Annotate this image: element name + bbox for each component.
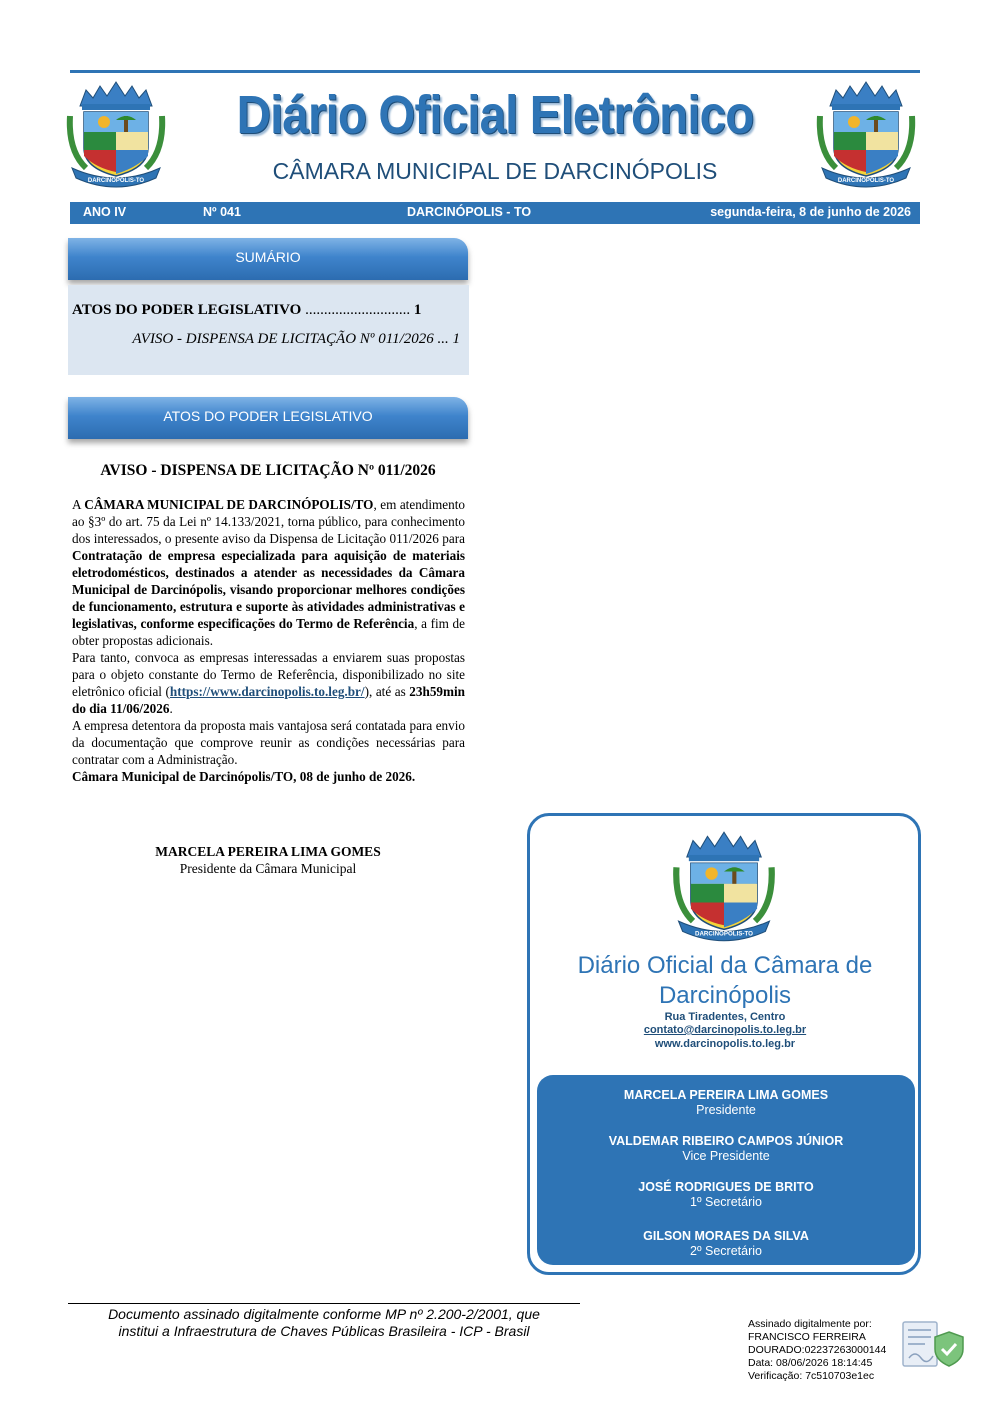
website-link[interactable]: https://www.darcinopolis.to.leg.br/ [169, 684, 365, 699]
issue-number: Nº 041 [203, 205, 241, 219]
article-paragraph-1: A CÂMARA MUNICIPAL DE DARCINÓPOLIS/TO, em atendimento ao §3º do art. 75 da Lei nº 14.133/2021, torna público, para conhecimento dos interessados, o presente aviso da Dispensa de Licitação 011/2026 para Contratação de empresa especializada para aquisição de materiais eletrodomésticos, destinados a atender as necessidades da Câmara Municipal de Darcinópolis, visando proporcionar melhores condições de funcionamento, estrutura e suporte às atividades administrativas e legislativas, conforme especificações do Termo de Referência, a fim de obter propostas adicionais. [72, 497, 466, 648]
issue-info-bar [70, 202, 920, 224]
article-closing: Câmara Municipal de Darcinópolis/TO, 08 de junho de 2026. [72, 769, 416, 784]
footer-legal-notice: Documento assinado digitalmente conforme MP nº 2.200-2/2001, que institui a Infraestrutura de Chaves Públicas Brasileira - ICP - Brasil [108, 1306, 540, 1339]
issue-year: ANO IV [83, 205, 127, 219]
summary-item-aviso[interactable]: AVISO - DISPENSA DE LICITAÇÃO Nº 011/2026 ... 1 [132, 331, 460, 347]
summary-item-atos[interactable]: ATOS DO PODER LEGISLATIVO ............................ 1 [72, 302, 422, 318]
digital-signature-block: Assinado digitalmente por: FRANCISCO FERREIRA DOURADO:02237263000144 Data: 08/06/2026 18:14:45 Verificação: 7c510703e1ec [748, 1318, 887, 1382]
summary-heading: SUMÁRIO [68, 238, 468, 280]
issue-date: segunda-feira, 8 de junho de 2026 [710, 205, 911, 219]
member-name: GILSON MORAES DA SILVA [643, 1229, 809, 1243]
card-title: Diário Oficial da Câmara de Darcinópolis [577, 952, 873, 1009]
municipal-crest-card-icon [672, 826, 776, 948]
card-email-link[interactable]: contato@darcinopolis.to.leg.br [643, 1024, 807, 1036]
article-paragraph-3: A empresa detentora da proposta mais vantajosa será contatada para envio da documentação que comprove reunir as condições necessárias para contratar com a Administração. [72, 718, 465, 767]
member-name: MARCELA PEREIRA LIMA GOMES [623, 1088, 829, 1102]
header-top-rule [70, 70, 920, 73]
footer-rule [68, 1303, 580, 1304]
card-website[interactable]: www.darcinopolis.to.leg.br [654, 1038, 796, 1050]
member-role: 2º Secretário [690, 1244, 762, 1258]
article-title: AVISO - DISPENSA DE LICITAÇÃO Nº 011/2026 [100, 462, 436, 479]
signer-name: MARCELA PEREIRA LIMA GOMES [155, 844, 381, 859]
member-name: VALDEMAR RIBEIRO CAMPOS JÚNIOR [608, 1134, 844, 1148]
digital-signature-seal-icon [895, 1316, 975, 1372]
member-role: 1º Secretário [690, 1195, 762, 1209]
article-body [72, 496, 465, 785]
article-paragraph-2: Para tanto, convoca as empresas interessadas a enviarem suas propostas para o objeto constante do Termo de Referência, disponibilizado no site eletrônico oficial (https://www.darcinopolis.to.leg.br/), até as 23h59min do dia 11/06/2026. [72, 650, 465, 716]
issue-city: DARCINÓPOLIS - TO [407, 205, 532, 219]
summary-box [68, 285, 469, 375]
member-name: JOSÉ RODRIGUES DE BRITO [638, 1180, 814, 1194]
signer-role: Presidente da Câmara Municipal [179, 861, 357, 876]
section-heading: ATOS DO PODER LEGISLATIVO [68, 397, 468, 439]
municipal-crest-right-icon [816, 76, 916, 194]
chamber-name: CÂMARA MUNICIPAL DE DARCINÓPOLIS [272, 158, 718, 184]
journal-title: Diário Oficial Eletrônico [236, 85, 754, 145]
member-role: Presidente [696, 1103, 756, 1117]
card-address: Rua Tiradentes, Centro [664, 1011, 786, 1023]
board-members-panel [537, 1075, 915, 1265]
member-role: Vice Presidente [682, 1149, 770, 1163]
municipal-crest-left-icon [66, 76, 166, 194]
